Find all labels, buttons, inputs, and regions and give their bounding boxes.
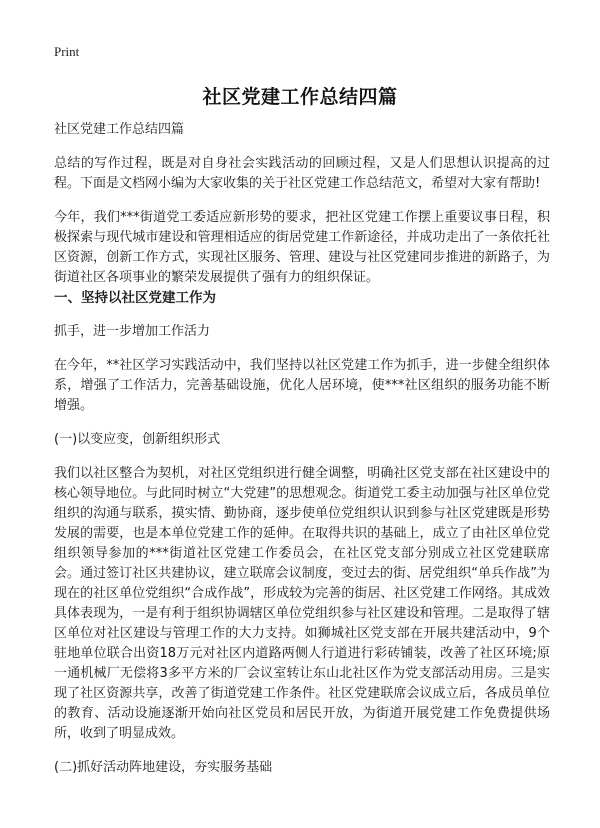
intro-paragraph: 总结的写作过程，既是对自身社会实践活动的回顾过程，又是人们思想认识提高的过程。下面是文档网小编为大家收集的关于社区党建工作总结范文，希望对大家有帮助! <box>54 156 550 191</box>
document-body <box>54 120 550 778</box>
document-title: 社区党建工作总结四篇 <box>202 86 398 108</box>
paragraph-3: 我们以社区整合为契机，对社区党组织进行健全调整，明确社区党支部在社区建设中的核心领导地位。与此同时树立“大党建”的思想观念。街道党工委主动加强与社区单位党组织的沟通与联系，摸实情、勤协商，逐步使单位党组织认识到参与社区党建既是形势发展的需要，也是本单位党建工作的延伸。在取得共识的基础上，成立了由社区单位党组织领导参加的***街道社区党建工作委员会，在社区党支部分别成立社区党建联席会。通过签订社区共建协议，建立联席会议制度，变过去的街、居党组织“单兵作战”为现在的社区单位党组织“合成作战”，形成较为完善的街居、社区党建工作网络。其成效具体表现为，一是有利于组织协调辖区单位党组织参与社区建设和管理。二是取得了辖区单位对社区建设与管理工作的大力支持。如狮城社区党支部在开展共建活动中，9个驻地单位联合出资18万元对社区内道路两侧人行道进行彩砖铺装，改善了社区环境;原一通机械厂无偿将3多平方米的厂会议室转让东山北社区作为党支部活动用房。三是实现了社区资源共享，改善了街道党建工作条件。社区党建联席会议成立后，各成员单位的教育、活动设施逐渐开始向社区党员和居民开放，为街道开展党建工作免费提供场所，收到了明显成效。 <box>54 466 550 741</box>
section-1-subheading: 抓手，进一步增加工作活力 <box>54 324 211 339</box>
section-1-heading: 一、坚持以社区党建工作为 <box>54 290 216 306</box>
subtitle: 社区党建工作总结四篇 <box>54 122 185 137</box>
paragraph-2: 在今年，**社区学习实践活动中，我们坚持以社区党建工作为抓手，进一步健全组织体系，增强了工作活力，完善基础设施，优化人居环境，使***社区组织的服务功能不断增强。 <box>54 358 550 413</box>
print-link[interactable]: Print <box>54 44 80 59</box>
subsection-1-title: (一)以变应变，创新组织形式 <box>54 432 221 447</box>
paragraph-1: 今年，我们***街道党工委适应新形势的要求，把社区党建工作摆上重要议事日程，积极探索与现代城市建设和管理相适应的街居党建工作新途径，并成功走出了一条依托社区资源，创新工作方式，实现社区服务、管理、建设与社区党建同步推进的新路子，为街道社区各项事业的繁荣发展提供了强有力的组织保证。 <box>54 210 550 285</box>
subsection-2-title: (二)抓好活动阵地建设，夯实服务基础 <box>54 760 273 775</box>
